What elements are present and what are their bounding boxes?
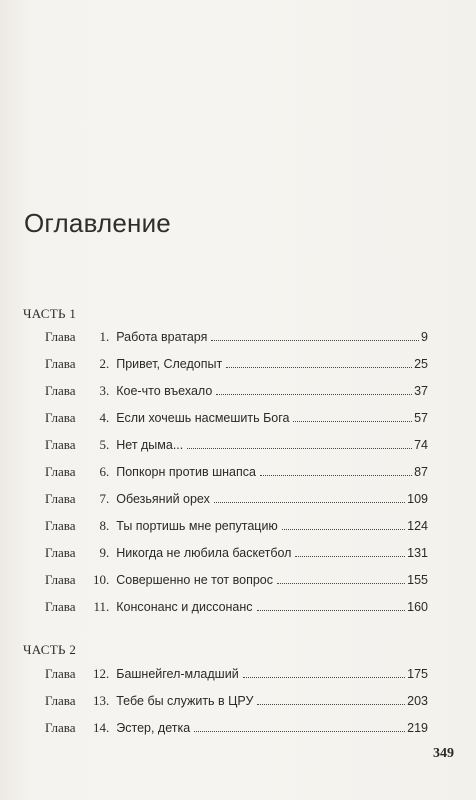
chapter-number: 4: [99, 410, 106, 425]
chapter-title: Если хочешь насмешить Бога: [116, 411, 290, 425]
chapter-number-dot: .: [106, 410, 110, 425]
chapter-word: Глава: [45, 572, 76, 587]
chapter-number-dot: .: [106, 464, 110, 479]
chapter-title: Нет дыма...: [116, 438, 184, 452]
chapter-number-dot: .: [106, 383, 110, 398]
chapter-number-dot: .: [106, 518, 110, 533]
chapter-title: Кое-что въехало: [116, 384, 213, 398]
toc-entry: [45, 693, 428, 711]
chapter-page: 160: [407, 600, 428, 614]
chapter-word: Глава: [45, 356, 76, 371]
chapter-number-dot: .: [106, 720, 110, 735]
chapter-word: Глава: [45, 410, 76, 425]
chapter-title: Обезьяний орех: [116, 492, 210, 506]
chapter-page: 87: [414, 465, 428, 479]
toc-entry: [45, 545, 428, 563]
chapter-page: 219: [407, 721, 428, 735]
dot-leader: [257, 610, 406, 611]
chapter-word: Глава: [45, 666, 76, 681]
chapter-page: 203: [407, 694, 428, 708]
chapter-page: 9: [421, 330, 428, 344]
chapter-number: 6: [99, 464, 106, 479]
chapter-title: Попкорн против шнапса: [116, 465, 256, 479]
chapter-title: Работа вратаря: [116, 330, 208, 344]
page-number: 349: [433, 746, 454, 761]
dot-leader: [194, 731, 405, 732]
chapter-page: 175: [407, 667, 428, 681]
chapter-word: Глава: [45, 693, 76, 708]
dot-leader: [295, 556, 405, 557]
chapter-number: 13: [93, 693, 106, 708]
chapter-number-dot: .: [106, 356, 110, 371]
chapter-word: Глава: [45, 464, 76, 479]
chapter-number: 2: [99, 356, 106, 371]
toc-entry: [45, 410, 428, 428]
toc-entry: [45, 666, 428, 684]
toc-entry: [45, 491, 428, 509]
chapter-page: 74: [414, 438, 428, 452]
dot-leader: [187, 448, 412, 449]
chapter-word: Глава: [45, 437, 76, 452]
chapter-page: 124: [407, 519, 428, 533]
toc-entry: [45, 464, 428, 482]
chapter-word: Глава: [45, 491, 76, 506]
toc-entry: [45, 383, 428, 401]
toc-entry: [45, 518, 428, 536]
chapter-page: 37: [414, 384, 428, 398]
chapter-word: Глава: [45, 383, 76, 398]
page-title: Оглавление: [24, 208, 171, 238]
toc-entry: [45, 356, 428, 374]
chapter-number-dot: .: [106, 599, 110, 614]
chapter-title: Тебе бы служить в ЦРУ: [116, 694, 254, 708]
chapter-number: 11: [93, 599, 106, 614]
dot-leader: [214, 502, 405, 503]
chapter-title: Привет, Следопыт: [116, 357, 223, 371]
chapter-word: Глава: [45, 518, 76, 533]
chapter-title: Эстер, детка: [116, 721, 191, 735]
chapter-page: 109: [407, 492, 428, 506]
toc-entry: [45, 572, 428, 590]
chapter-number: 9: [99, 545, 106, 560]
chapter-number: 3: [99, 383, 106, 398]
chapter-page: 57: [414, 411, 428, 425]
chapter-word: Глава: [45, 720, 76, 735]
toc-entry: [45, 437, 428, 455]
toc-entry: [45, 329, 428, 347]
chapter-number: 14: [93, 720, 106, 735]
chapter-word: Глава: [45, 329, 76, 344]
toc-entry: [45, 720, 428, 738]
chapter-number: 12: [93, 666, 106, 681]
dot-leader: [293, 421, 412, 422]
chapter-number: 8: [99, 518, 106, 533]
chapter-number: 10: [93, 572, 106, 587]
dot-leader: [257, 704, 405, 705]
toc-entry: [45, 599, 428, 617]
chapter-title: Башнейгел-младший: [116, 667, 239, 681]
chapter-number-dot: .: [106, 572, 110, 587]
chapter-title: Консонанс и диссонанс: [116, 600, 253, 614]
chapter-number: 1: [99, 329, 106, 344]
dot-leader: [211, 340, 419, 341]
part-heading: ЧАСТЬ 2: [23, 642, 77, 657]
chapter-title: Ты портишь мне репутацию: [116, 519, 278, 533]
chapter-number-dot: .: [106, 437, 110, 452]
chapter-title: Никогда не любила баскетбол: [116, 546, 292, 560]
chapter-page: 25: [414, 357, 428, 371]
dot-leader: [282, 529, 405, 530]
chapter-number: 5: [99, 437, 106, 452]
dot-leader: [260, 475, 412, 476]
chapter-number-dot: .: [106, 693, 110, 708]
dot-leader: [216, 394, 412, 395]
chapter-page: 131: [407, 546, 428, 560]
chapter-number: 7: [99, 491, 106, 506]
chapter-number-dot: .: [106, 666, 110, 681]
chapter-number-dot: .: [106, 329, 110, 344]
chapter-word: Глава: [45, 545, 76, 560]
chapter-number-dot: .: [106, 491, 110, 506]
dot-leader: [277, 583, 405, 584]
chapter-page: 155: [407, 573, 428, 587]
chapter-word: Глава: [45, 599, 76, 614]
dot-leader: [243, 677, 405, 678]
part-heading: ЧАСТЬ 1: [23, 306, 77, 321]
dot-leader: [226, 367, 412, 368]
chapter-number-dot: .: [106, 545, 110, 560]
chapter-title: Совершенно не тот вопрос: [116, 573, 274, 587]
